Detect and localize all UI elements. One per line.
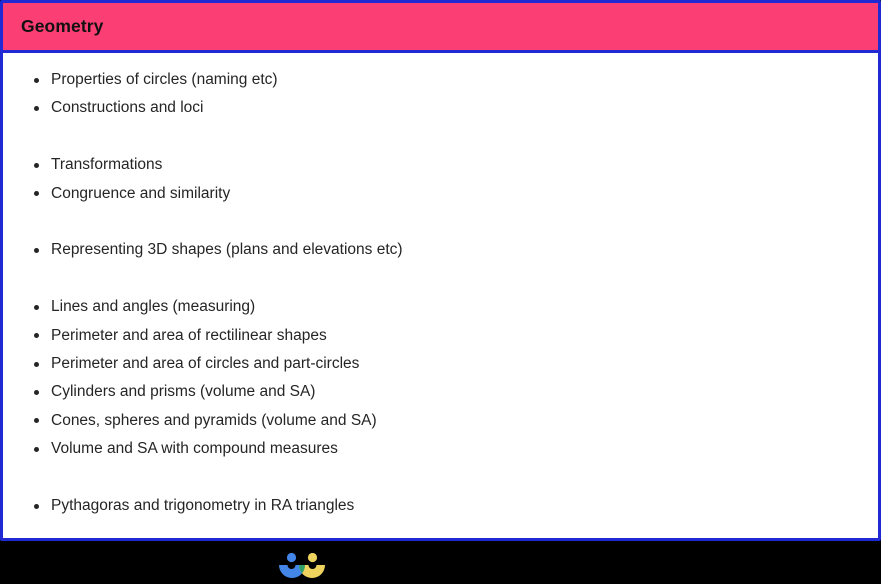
logo-yellow-head <box>308 553 317 562</box>
footer-bar <box>0 541 881 584</box>
topic-list-item: Transformations <box>31 151 858 179</box>
topic-list-item: Perimeter and area of rectilinear shapes <box>31 322 858 350</box>
topic-list-item: Representing 3D shapes (plans and elevations etc) <box>31 236 858 264</box>
card-body <box>3 53 878 520</box>
topic-list-item: Perimeter and area of circles and part-circles <box>31 350 858 378</box>
topic-list-item: Cylinders and prisms (volume and SA) <box>31 378 858 406</box>
logo-blue-head <box>287 553 296 562</box>
topic-list-item: Pythagoras and trigonometry in RA triangles <box>31 492 858 520</box>
topic-list-item: Lines and angles (measuring) <box>31 293 858 321</box>
topic-list-item: Properties of circles (naming etc) <box>31 66 858 94</box>
topic-list <box>31 66 858 520</box>
card-header <box>3 3 878 53</box>
two-people-logo-icon <box>279 553 325 578</box>
card-title: Geometry <box>21 16 104 36</box>
topic-list-item: Congruence and similarity <box>31 180 858 208</box>
topic-list-item: Cones, spheres and pyramids (volume and SA) <box>31 407 858 435</box>
topic-list-item: Volume and SA with compound measures <box>31 435 858 463</box>
topic-list-item: Constructions and loci <box>31 94 858 122</box>
